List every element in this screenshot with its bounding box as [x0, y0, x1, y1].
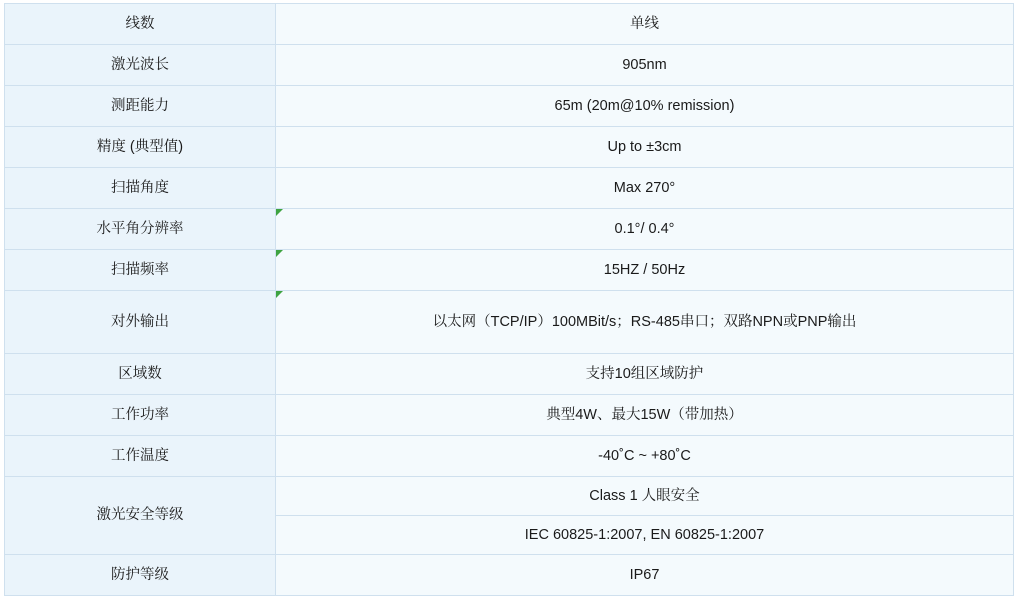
table-row — [5, 4, 1014, 45]
green-corner-marker — [276, 291, 283, 298]
row-value: 单线 — [276, 4, 1014, 45]
row-label: 线数 — [5, 4, 276, 45]
row-value: Class 1 人眼安全 — [276, 477, 1014, 516]
row-value: 支持10组区域防护 — [276, 354, 1014, 395]
row-label: 水平角分辨率 — [5, 209, 276, 250]
row-value: IP67 — [276, 555, 1014, 596]
table-row — [5, 555, 1014, 596]
table-row — [5, 209, 1014, 250]
table-body — [5, 4, 1014, 596]
green-corner-marker — [276, 250, 283, 257]
row-label: 扫描频率 — [5, 250, 276, 291]
row-label: 精度 (典型值) — [5, 127, 276, 168]
table-row — [5, 86, 1014, 127]
table-row — [5, 250, 1014, 291]
row-value: 典型4W、最大15W（带加热） — [276, 395, 1014, 436]
row-label: 激光安全等级 — [5, 477, 276, 555]
row-value: Max 270° — [276, 168, 1014, 209]
table-row — [5, 127, 1014, 168]
row-label: 防护等级 — [5, 555, 276, 596]
table-row — [5, 291, 1014, 354]
row-label: 激光波长 — [5, 45, 276, 86]
row-value: 65m (20m@10% remission) — [276, 86, 1014, 127]
table-row-laser-safety-1 — [5, 477, 1014, 516]
row-label: 工作温度 — [5, 436, 276, 477]
row-label: 工作功率 — [5, 395, 276, 436]
row-value: 0.1°/ 0.4° — [276, 209, 1014, 250]
row-label: 区域数 — [5, 354, 276, 395]
table-row — [5, 436, 1014, 477]
table-row — [5, 354, 1014, 395]
row-value: Up to ±3cm — [276, 127, 1014, 168]
specification-table — [4, 3, 1014, 596]
row-value: 以太网（TCP/IP）100MBit/s；RS-485串口；双路NPN或PNP输出 — [276, 291, 1014, 354]
row-label: 对外输出 — [5, 291, 276, 354]
table-row — [5, 395, 1014, 436]
green-corner-marker — [276, 209, 283, 216]
row-label: 测距能力 — [5, 86, 276, 127]
row-value: 905nm — [276, 45, 1014, 86]
row-value: -40˚C ~ +80˚C — [276, 436, 1014, 477]
row-value: IEC 60825-1:2007, EN 60825-1:2007 — [276, 516, 1014, 555]
table-row — [5, 168, 1014, 209]
row-value: 15HZ / 50Hz — [276, 250, 1014, 291]
table-row — [5, 45, 1014, 86]
row-label: 扫描角度 — [5, 168, 276, 209]
